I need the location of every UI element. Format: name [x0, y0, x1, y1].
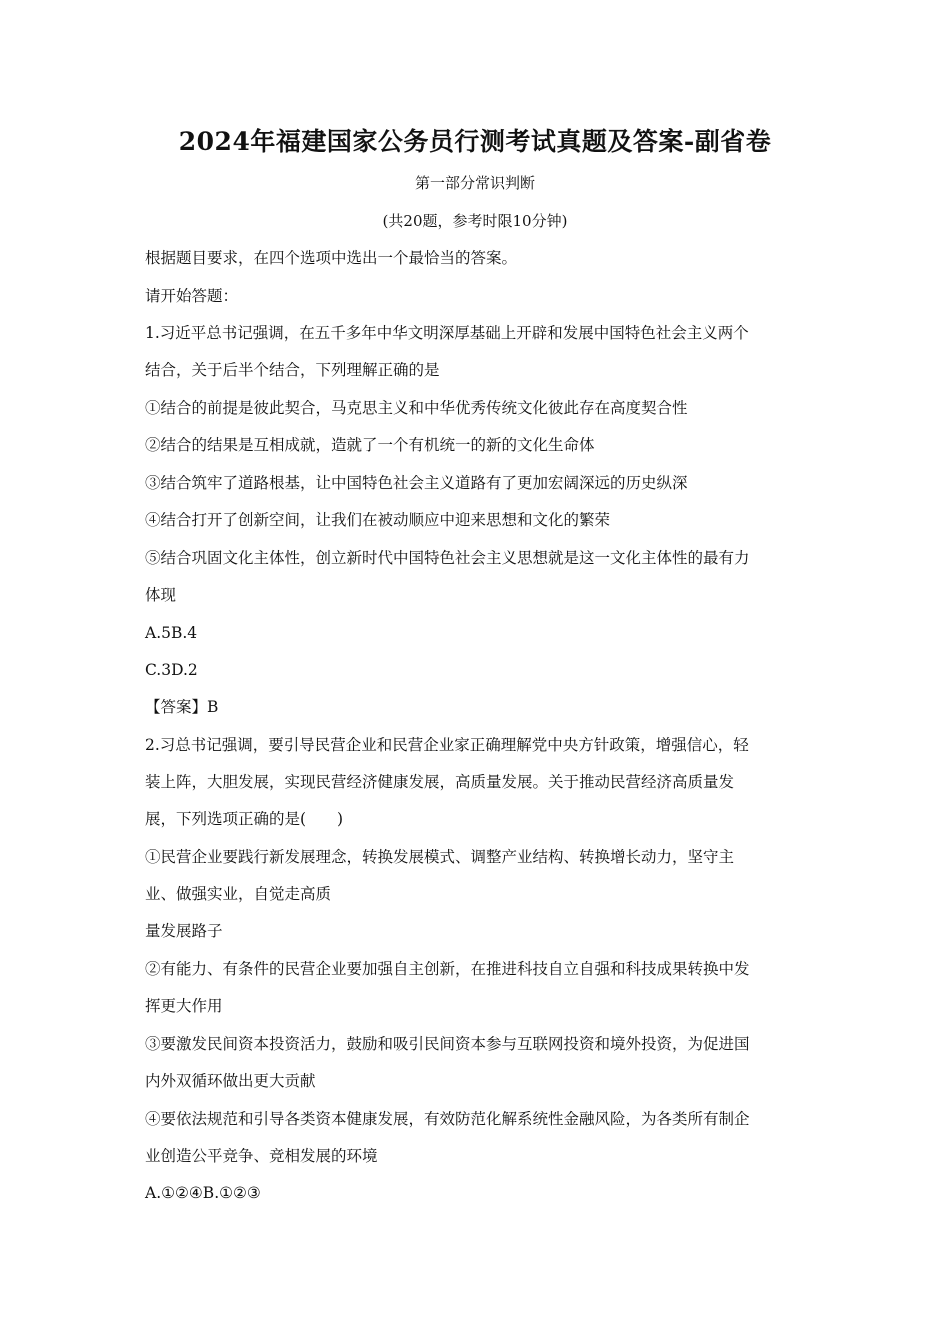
statement-line: 业、做强实业，自觉走高质: [145, 885, 332, 903]
statement-line: ①民营企业要践行新发展理念，转换发展模式、调整产业结构、转换增长动力，坚守主: [145, 848, 735, 866]
statement-line: 内外双循环做出更大贡献: [145, 1072, 316, 1090]
section-heading: 第一部分常识判断: [414, 174, 535, 192]
statement-line: 体现: [145, 586, 177, 604]
statement-line: ②有能力、有条件的民营企业要加强自主创新，在推进科技自立自强和科技成果转换中发: [145, 960, 750, 978]
section-note: (共20题，参考时限10分钟): [382, 212, 568, 230]
statement-line: ④结合打开了创新空间，让我们在被动顺应中迎来思想和文化的繁荣: [145, 511, 611, 529]
option-line: C.3D.2: [145, 661, 198, 679]
instruction-line: 请开始答题：: [145, 287, 239, 305]
statement-line: ④要依法规范和引导各类资本健康发展，有效防范化解系统性金融风险，为各类所有制企: [145, 1110, 750, 1128]
question-text-line: 展，下列选项正确的是( ): [145, 810, 344, 828]
document-title: 2024年福建国家公务员行测考试真题及答案-副省卷: [178, 127, 772, 156]
option-line: A.5B.4: [145, 624, 198, 642]
option-line: A.①②④B.①②③: [145, 1184, 261, 1202]
statement-line: ③要激发民间资本投资活力，鼓励和吸引民间资本参与互联网投资和境外投资，为促进国: [145, 1035, 750, 1053]
question-text-line: 结合，关于后半个结合，下列理解正确的是: [145, 361, 440, 379]
question-text-line: 2.习总书记强调，要引导民营企业和民营企业家正确理解党中央方针政策，增强信心，轻: [145, 736, 749, 754]
answer-line: 【答案】B: [145, 698, 219, 716]
statement-line: ③结合筑牢了道路根基，让中国特色社会主义道路有了更加宏阔深远的历史纵深: [145, 474, 688, 492]
instruction-line: 根据题目要求，在四个选项中选出一个最恰当的答案。: [145, 249, 518, 267]
statement-line: ①结合的前提是彼此契合，马克思主义和中华优秀传统文化彼此存在高度契合性: [145, 399, 688, 417]
statement-line: ⑤结合巩固文化主体性，创立新时代中国特色社会主义思想就是这一文化主体性的最有力: [145, 549, 750, 567]
statement-line: 挥更大作用: [145, 997, 223, 1015]
question-text-line: 1.习近平总书记强调，在五千多年中华文明深厚基础上开辟和发展中国特色社会主义两个: [145, 324, 749, 342]
statement-line: 业创造公平竞争、竞相发展的环境: [145, 1147, 378, 1165]
statement-line: 量发展路子: [145, 922, 223, 940]
question-text-line: 装上阵，大胆发展，实现民营经济健康发展，高质量发展。关于推动民营经济高质量发: [145, 773, 735, 791]
statement-line: ②结合的结果是互相成就，造就了一个有机统一的新的文化生命体: [145, 436, 595, 454]
